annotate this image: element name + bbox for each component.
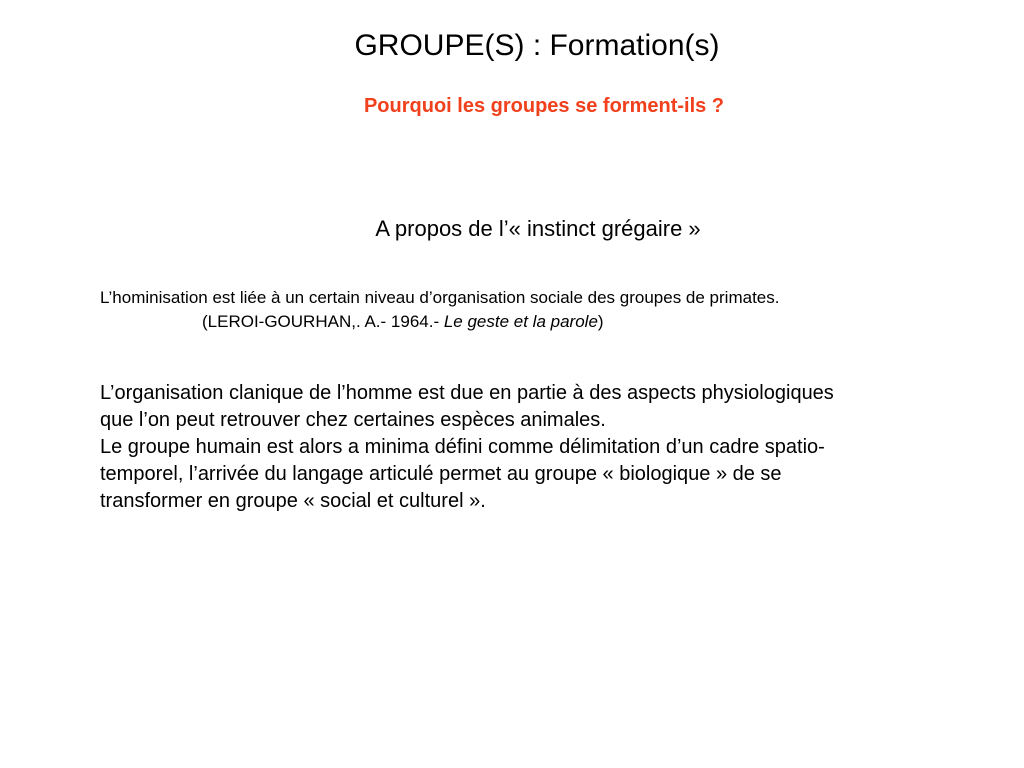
slide-title: GROUPE(S) : Formation(s)	[354, 29, 720, 62]
body-line: L’organisation clanique de l’homme est due en partie à des aspects physiologiques	[100, 382, 834, 404]
quote-text: L’hominisation est liée à un certain niveau d’organisation sociale des groupes de primates.	[100, 288, 780, 307]
slide-subtitle: Pourquoi les groupes se forment-ils ?	[363, 95, 725, 117]
quote-citation	[100, 310, 960, 334]
body-line: temporel, l’arrivée du langage articulé permet au groupe « biologique » de se	[100, 463, 782, 485]
section-heading: A propos de l’« instinct grégaire »	[375, 216, 701, 241]
body-line: transformer en groupe « social et culturel ».	[100, 490, 486, 512]
quote-block	[100, 286, 960, 334]
body-paragraph	[100, 380, 980, 515]
body-line: que l’on peut retrouver chez certaines espèces animales.	[100, 409, 606, 431]
citation-work: Le geste et la parole	[443, 312, 598, 331]
citation-suffix: )	[597, 312, 604, 331]
citation-prefix: (LEROI-GOURHAN,. A.- 1964.-	[202, 312, 444, 331]
body-line: Le groupe humain est alors a minima défini comme délimitation d’un cadre spatio-	[100, 436, 825, 458]
